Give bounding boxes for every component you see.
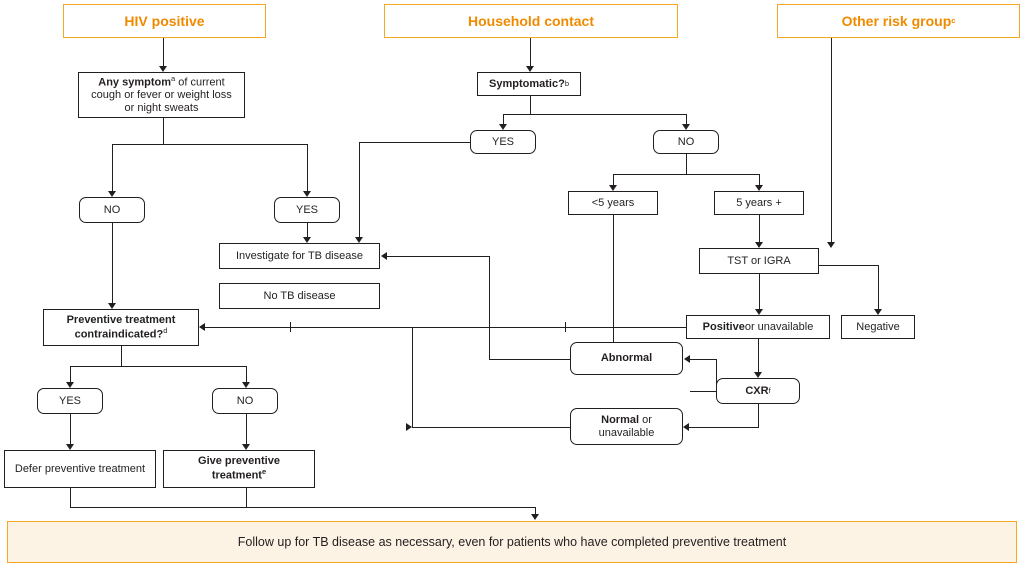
arrowhead	[874, 309, 882, 315]
connector	[112, 223, 113, 303]
node-label: NO	[236, 394, 254, 407]
node-label-rest: or unavailable	[598, 413, 655, 439]
connector	[246, 414, 247, 444]
node-5-years-plus	[714, 191, 804, 215]
node-label: Abnormal	[600, 352, 653, 365]
arrowhead	[108, 191, 116, 197]
node-contra-no	[212, 388, 278, 414]
connector	[565, 322, 566, 332]
node-cxr	[716, 378, 800, 404]
node-label: Preventive treatment contraindicated?	[66, 313, 176, 341]
connector	[878, 265, 879, 309]
footnote-marker-f: f	[768, 385, 771, 395]
connector	[387, 256, 489, 257]
connector	[412, 327, 413, 427]
arrowhead	[684, 355, 690, 363]
connector	[70, 488, 71, 507]
node-label-rest: or unavailable	[744, 320, 814, 333]
arrowhead	[827, 242, 835, 248]
connector	[716, 359, 717, 391]
node-symptomatic-yes	[470, 130, 536, 154]
node-label-rest: of current cough or fever or weight loss or night sweats	[91, 76, 232, 115]
node-label: NO	[103, 203, 121, 216]
connector	[121, 346, 122, 366]
arrowhead	[682, 124, 690, 130]
node-label: Any symptom	[98, 76, 172, 89]
node-symptomatic-no	[653, 130, 719, 154]
node-label: CXR	[745, 384, 769, 397]
connector	[690, 359, 717, 360]
node-label: Investigate for TB disease	[236, 249, 363, 262]
node-negative	[841, 315, 915, 339]
connector	[489, 359, 570, 360]
connector	[246, 366, 247, 382]
node-symptomatic	[477, 72, 581, 96]
node-preventive-contraindicated	[43, 309, 199, 346]
arrowhead	[242, 382, 250, 388]
footer-label: Follow up for TB disease as necessary, even for patients who have completed preventive treatment	[237, 535, 787, 549]
connector	[290, 322, 291, 332]
arrowhead	[355, 237, 363, 243]
footnote-marker-d: d	[163, 325, 168, 335]
arrowhead	[406, 423, 412, 431]
node-label: YES	[295, 203, 318, 216]
connector	[503, 114, 504, 124]
node-hiv-positive	[63, 4, 266, 38]
node-label: YES	[491, 135, 514, 148]
arrowhead	[199, 323, 205, 331]
connector	[70, 366, 71, 382]
connector	[759, 274, 760, 309]
connector	[307, 144, 308, 191]
footnote-marker-c: c	[951, 15, 956, 25]
node-follow-up	[7, 521, 1017, 563]
node-other-risk-group	[777, 4, 1020, 38]
node-household-contact	[384, 4, 678, 38]
connector	[758, 404, 759, 427]
connector	[163, 118, 164, 144]
node-label: Normal	[601, 413, 640, 426]
connector	[530, 38, 531, 66]
arrowhead	[242, 444, 250, 450]
arrowhead	[755, 309, 763, 315]
connector	[613, 174, 614, 185]
node-give-preventive	[163, 450, 315, 488]
node-label: No TB disease	[263, 289, 336, 302]
connector	[163, 38, 164, 66]
node-investigate-tb	[219, 243, 380, 269]
arrowhead	[531, 514, 539, 520]
node-tst-or-igra	[699, 248, 819, 274]
arrowhead	[303, 191, 311, 197]
footnote-marker-b: b	[564, 78, 569, 88]
arrowhead	[609, 185, 617, 191]
node-label: NO	[677, 135, 695, 148]
node-any-symptom	[78, 72, 245, 118]
node-hiv-yes	[274, 197, 340, 223]
node-hiv-no	[79, 197, 145, 223]
connector	[686, 114, 687, 124]
connector	[112, 144, 308, 145]
footnote-marker-e: e	[261, 467, 267, 477]
connector	[359, 142, 360, 237]
arrowhead	[755, 242, 763, 248]
arrowhead	[108, 303, 116, 309]
node-label: YES	[58, 394, 81, 407]
node-label: Positive	[702, 320, 745, 333]
connector	[613, 215, 614, 342]
connector	[70, 366, 246, 367]
connector	[489, 256, 490, 359]
connector	[686, 154, 687, 174]
connector	[819, 265, 878, 266]
connector	[112, 144, 113, 191]
node-positive-or-unavailable	[686, 315, 830, 339]
arrowhead	[754, 372, 762, 378]
footnote-marker-a: a	[171, 73, 176, 83]
connector	[359, 142, 470, 143]
arrowhead	[499, 124, 507, 130]
connector	[70, 414, 71, 444]
node-contra-yes	[37, 388, 103, 414]
arrowhead	[303, 237, 311, 243]
node-label: <5 years	[591, 196, 635, 209]
arrowhead	[159, 66, 167, 72]
node-label: TST or IGRA	[727, 254, 791, 267]
connector	[689, 427, 759, 428]
node-label: Symptomatic?	[489, 77, 565, 90]
arrowhead	[381, 252, 387, 260]
arrowhead	[66, 444, 74, 450]
connector	[503, 114, 687, 115]
connector	[246, 488, 247, 507]
node-defer-preventive	[4, 450, 156, 488]
connector	[759, 215, 760, 242]
connector	[613, 174, 759, 175]
connector	[307, 223, 308, 237]
node-label: Give preventive treatment	[198, 455, 280, 482]
connector	[690, 391, 716, 392]
node-label: Negative	[856, 320, 900, 333]
connector	[831, 38, 832, 242]
connector	[759, 174, 760, 185]
connector	[530, 96, 531, 114]
connector	[758, 339, 759, 372]
connector	[412, 427, 570, 428]
node-label: Other risk group	[841, 12, 952, 29]
arrowhead	[66, 382, 74, 388]
node-label: 5 years +	[736, 196, 782, 209]
connector	[70, 507, 535, 508]
node-label: Household contact	[467, 12, 594, 29]
node-abnormal	[570, 342, 683, 375]
node-under-5-years	[568, 191, 658, 215]
arrowhead	[683, 423, 689, 431]
arrowhead	[526, 66, 534, 72]
connector	[205, 327, 686, 328]
node-label: Defer preventive treatment	[14, 462, 146, 475]
node-no-tb-disease	[219, 283, 380, 309]
node-label: HIV positive	[124, 12, 205, 29]
arrowhead	[755, 185, 763, 191]
node-normal-or-unavailable	[570, 408, 683, 445]
